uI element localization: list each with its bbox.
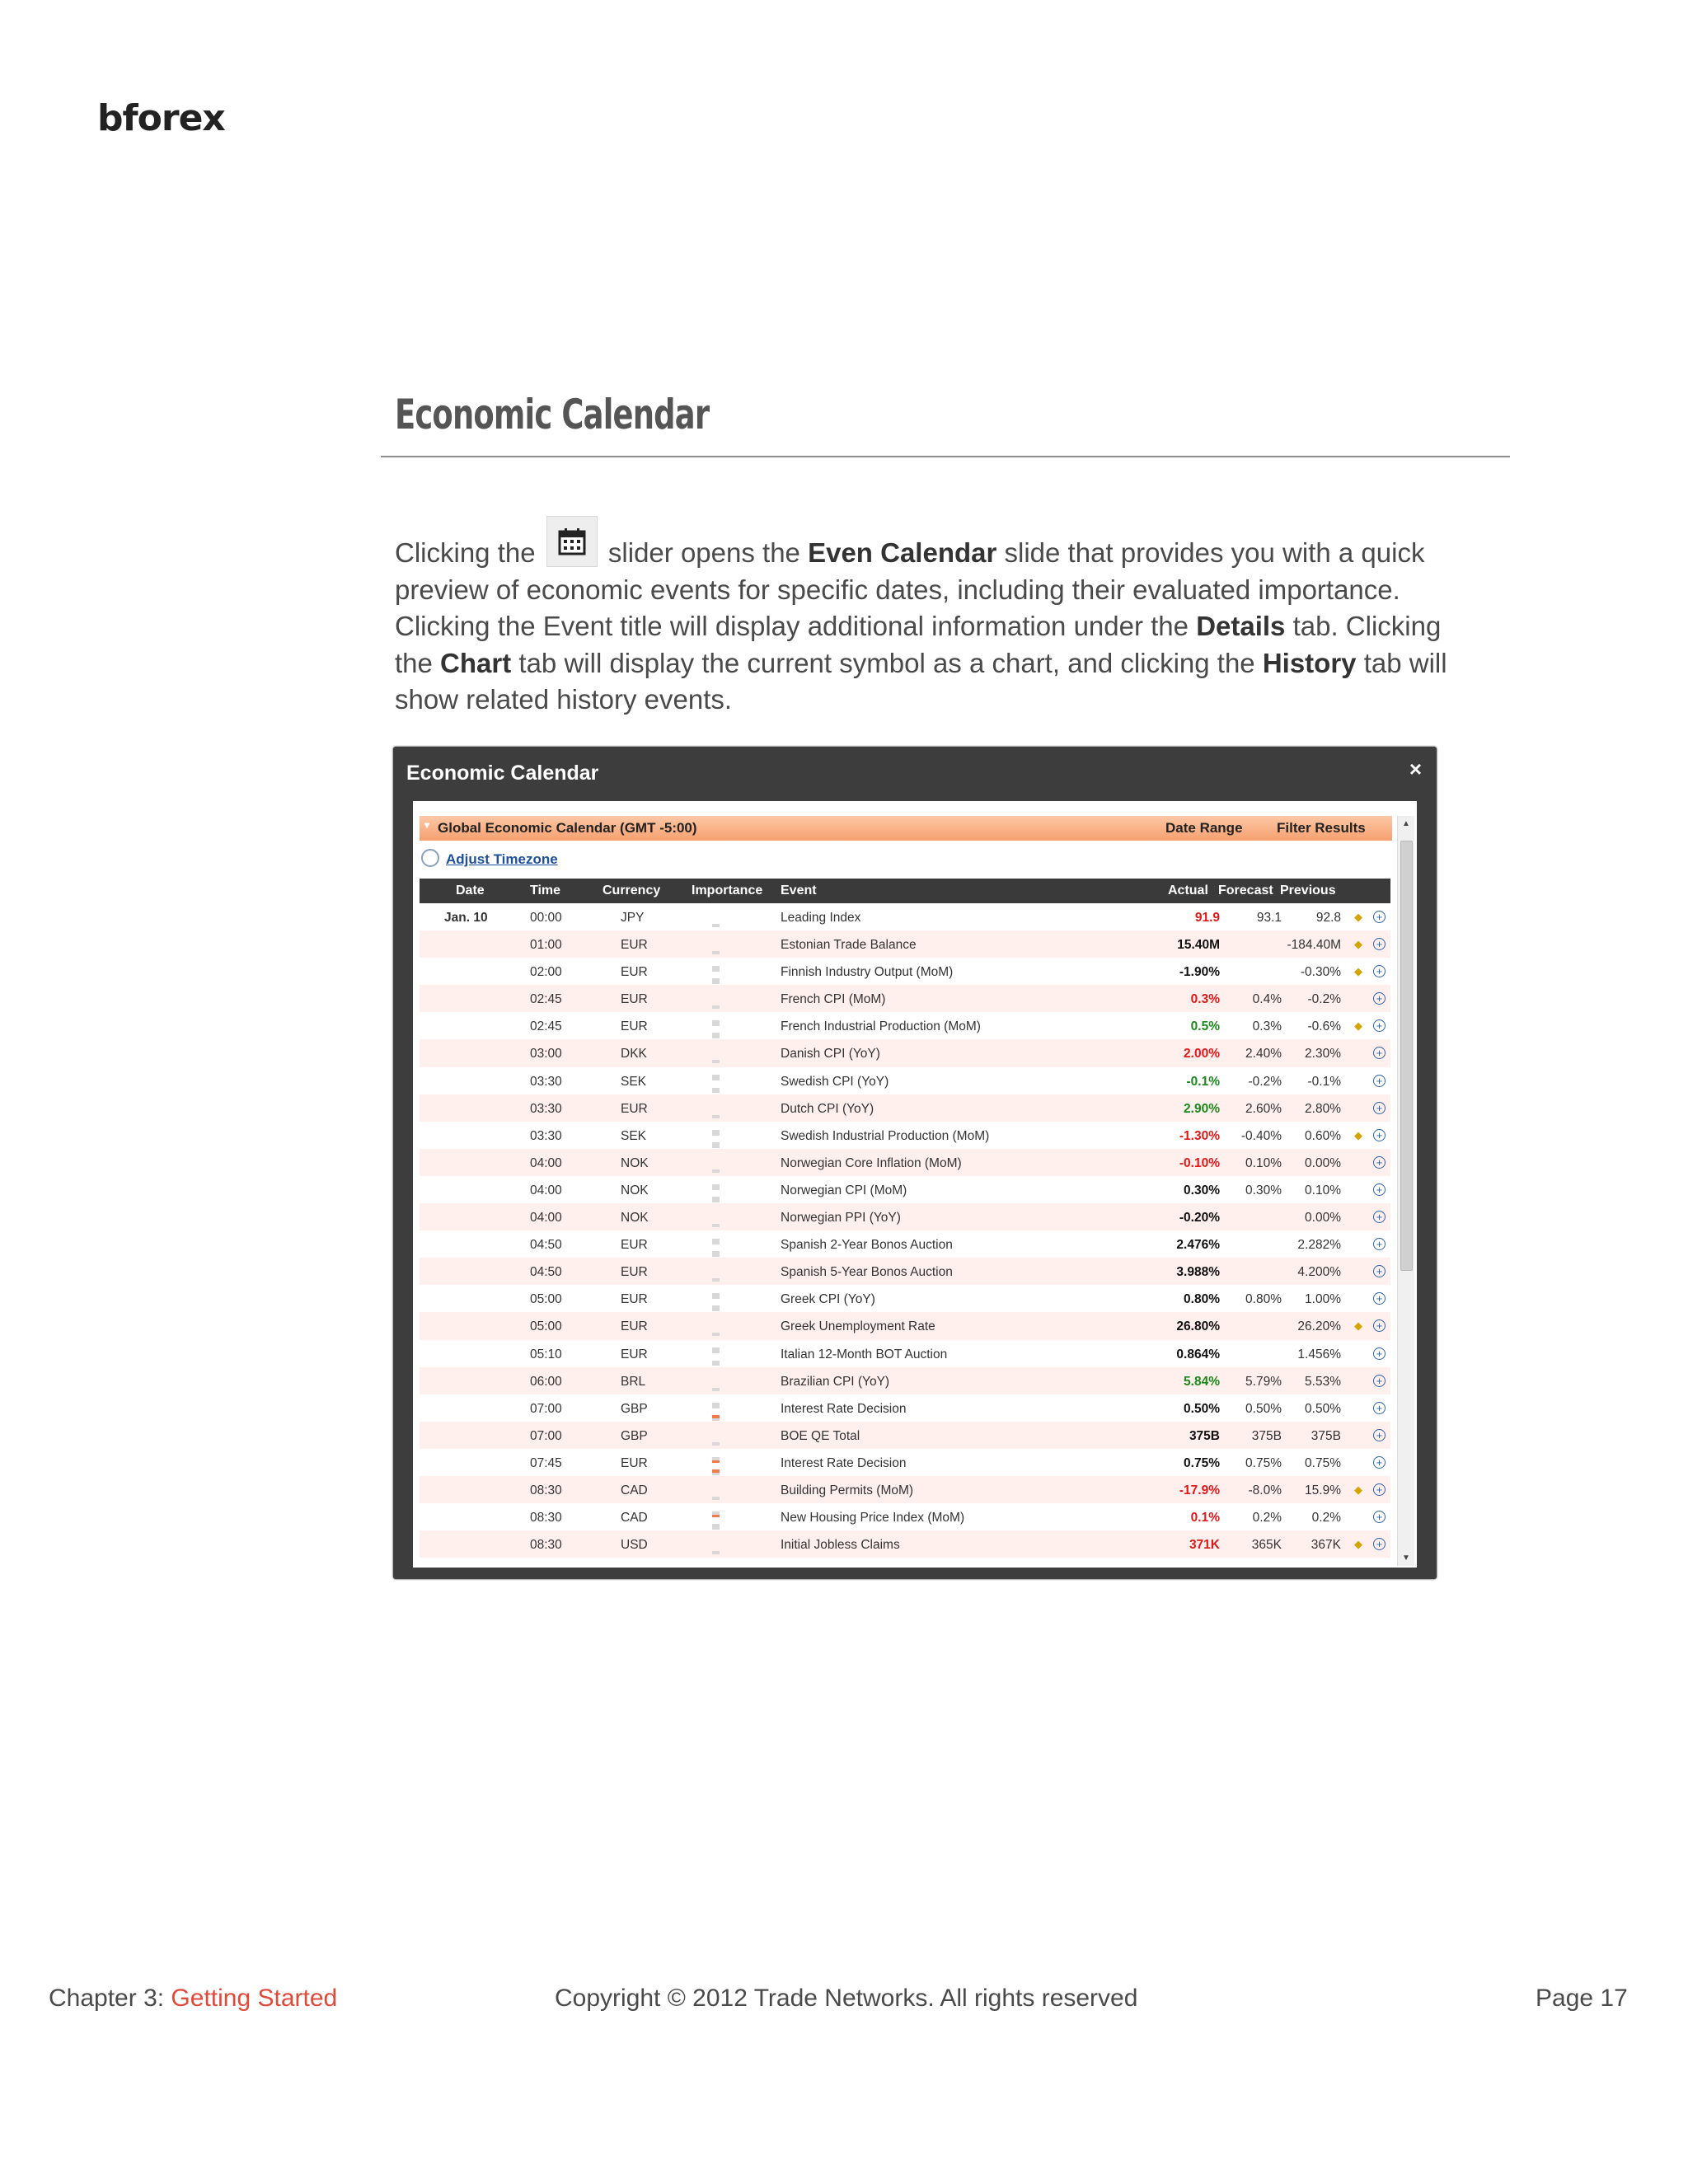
row-previous: -184.40M — [1287, 938, 1341, 953]
row-forecast: -0.40% — [1240, 1128, 1282, 1143]
row-forecast: 365K — [1251, 1538, 1282, 1553]
table-row[interactable] — [420, 1122, 1390, 1149]
intro-text: tab. Clicking the — [395, 611, 1442, 678]
row-currency: EUR — [621, 1101, 648, 1116]
row-event-link[interactable]: Greek CPI (YoY) — [781, 1292, 875, 1307]
col-date[interactable]: Date — [456, 883, 485, 898]
table-row[interactable] — [420, 1094, 1390, 1122]
row-time: 04:00 — [530, 1211, 562, 1226]
row-time: 02:45 — [530, 1019, 562, 1034]
row-actual: 2.00% — [1184, 1047, 1220, 1062]
table-row[interactable] — [420, 1422, 1390, 1449]
row-currency: NOK — [621, 1183, 649, 1197]
row-previous: 375B — [1311, 1428, 1341, 1443]
row-date: Jan. 10 — [444, 911, 488, 925]
row-forecast: 2.40% — [1245, 1047, 1282, 1062]
row-event-link[interactable]: Danish CPI (YoY) — [781, 1047, 880, 1062]
row-actual: 0.75% — [1184, 1455, 1220, 1470]
economic-calendar-screenshot — [393, 747, 1437, 1579]
table-header — [420, 879, 1390, 903]
intro-text: tab will show related history events. — [395, 647, 1447, 715]
row-event-link[interactable]: French Industrial Production (MoM) — [781, 1019, 981, 1034]
alert-diamond-icon[interactable]: ◆ — [1354, 1483, 1362, 1496]
table-row[interactable] — [420, 1039, 1390, 1066]
row-time: 05:10 — [530, 1347, 562, 1361]
row-time: 03:30 — [530, 1128, 562, 1143]
row-currency: EUR — [621, 938, 648, 953]
row-event-link[interactable]: Swedish CPI (YoY) — [781, 1074, 889, 1089]
row-time: 04:00 — [530, 1155, 562, 1170]
expand-plus-icon[interactable]: + — [1373, 1292, 1386, 1305]
table-row[interactable] — [420, 1367, 1390, 1394]
table-row[interactable] — [420, 1394, 1390, 1422]
expand-plus-icon[interactable]: + — [1373, 1265, 1386, 1277]
table-row[interactable] — [420, 1176, 1390, 1203]
row-actual: 26.80% — [1176, 1319, 1220, 1334]
collapse-icon[interactable]: ▾ — [424, 819, 430, 831]
row-actual: 371K — [1189, 1538, 1220, 1553]
table-row[interactable] — [420, 1149, 1390, 1176]
row-event-link[interactable]: Finnish Industry Output (MoM) — [781, 965, 954, 980]
row-event-link[interactable]: Leading Index — [781, 911, 861, 925]
close-icon[interactable]: × — [1409, 757, 1422, 781]
row-time: 07:00 — [530, 1401, 562, 1416]
scroll-thumb[interactable] — [1400, 841, 1413, 1271]
row-time: 03:00 — [530, 1047, 562, 1062]
row-time: 01:00 — [530, 938, 562, 953]
row-actual: -0.20% — [1179, 1211, 1220, 1226]
intro-bold: Even Calendar — [808, 537, 997, 568]
row-time: 02:00 — [530, 965, 562, 980]
row-currency: EUR — [621, 1455, 648, 1470]
row-time: 03:30 — [530, 1101, 562, 1116]
row-forecast: 0.30% — [1245, 1183, 1282, 1197]
row-currency: BRL — [621, 1374, 646, 1389]
row-event-link[interactable]: BOE QE Total — [781, 1428, 860, 1443]
row-actual: 0.864% — [1176, 1347, 1220, 1361]
row-actual: 0.5% — [1190, 1019, 1220, 1034]
row-time: 04:50 — [530, 1238, 562, 1253]
expand-plus-icon[interactable]: + — [1373, 1375, 1386, 1387]
row-forecast: -8.0% — [1248, 1483, 1282, 1497]
row-forecast: 0.10% — [1245, 1155, 1282, 1170]
table-row[interactable] — [420, 1530, 1390, 1558]
calendar-panel — [413, 801, 1417, 1568]
date-range-button[interactable]: Date Range — [1165, 820, 1243, 836]
row-event-link[interactable]: Norwegian CPI (MoM) — [781, 1183, 907, 1197]
calendar-header-bar — [420, 816, 1392, 841]
row-currency: SEK — [621, 1128, 647, 1143]
expand-plus-icon[interactable]: + — [1373, 1483, 1386, 1496]
expand-plus-icon[interactable]: + — [1373, 1429, 1386, 1441]
table-row[interactable] — [420, 1285, 1390, 1312]
expand-plus-icon[interactable]: + — [1373, 1211, 1386, 1223]
alert-diamond-icon[interactable]: ◆ — [1354, 911, 1362, 923]
row-event-link[interactable]: Dutch CPI (YoY) — [781, 1101, 874, 1116]
expand-plus-icon[interactable]: + — [1373, 1019, 1386, 1032]
row-forecast: 2.60% — [1245, 1101, 1282, 1116]
row-currency: EUR — [621, 1319, 648, 1334]
filter-results-button[interactable]: Filter Results — [1277, 820, 1366, 836]
row-event-link[interactable]: Norwegian PPI (YoY) — [781, 1211, 901, 1226]
row-event-link[interactable]: Interest Rate Decision — [781, 1455, 907, 1470]
row-actual: 0.3% — [1190, 992, 1220, 1007]
row-actual: 375B — [1189, 1428, 1220, 1443]
intro-text: slide that provides you with a quick preview of economic events for specific dates, including their evaluated importance. Clicking the Event title will display additional information under the — [395, 537, 1425, 641]
row-currency: GBP — [621, 1428, 648, 1443]
table-row[interactable] — [420, 985, 1390, 1012]
row-event-link[interactable]: New Housing Price Index (MoM) — [781, 1511, 965, 1526]
row-time: 04:00 — [530, 1183, 562, 1197]
row-event-link[interactable]: Interest Rate Decision — [781, 1401, 907, 1416]
row-previous: 26.20% — [1297, 1319, 1341, 1334]
row-event-link[interactable]: French CPI (MoM) — [781, 992, 886, 1007]
row-previous: 4.200% — [1297, 1265, 1341, 1280]
row-event-link[interactable]: Spanish 2-Year Bonos Auction — [781, 1238, 953, 1253]
table-row[interactable] — [420, 1203, 1390, 1230]
col-previous[interactable]: Previous — [1280, 883, 1336, 898]
table-row[interactable] — [420, 958, 1390, 985]
row-currency: NOK — [621, 1211, 649, 1226]
row-time: 06:00 — [530, 1374, 562, 1389]
table-row[interactable] — [420, 1230, 1390, 1258]
row-forecast: 0.80% — [1245, 1292, 1282, 1307]
row-currency: DKK — [621, 1047, 647, 1062]
expand-plus-icon[interactable]: + — [1373, 911, 1386, 923]
col-time[interactable]: Time — [530, 883, 561, 898]
row-time: 08:30 — [530, 1511, 562, 1526]
alert-diamond-icon[interactable]: ◆ — [1354, 1538, 1362, 1551]
row-currency: CAD — [621, 1483, 648, 1497]
table-row[interactable] — [420, 1503, 1390, 1530]
expand-plus-icon[interactable]: + — [1373, 992, 1386, 1005]
expand-plus-icon[interactable]: + — [1373, 1102, 1386, 1114]
intro-text: slider opens the — [600, 537, 809, 568]
row-time: 03:30 — [530, 1074, 562, 1089]
table-row[interactable] — [420, 930, 1390, 958]
row-currency: EUR — [621, 1019, 648, 1034]
row-actual: 2.90% — [1184, 1101, 1220, 1116]
calendar-title: Global Economic Calendar (GMT -5:00) — [438, 820, 697, 836]
row-currency: CAD — [621, 1511, 648, 1526]
row-previous: 2.80% — [1305, 1101, 1341, 1116]
row-time: 00:00 — [530, 911, 562, 925]
scrollbar[interactable] — [1397, 816, 1414, 1566]
row-actual: 91.9 — [1194, 911, 1220, 925]
alert-diamond-icon[interactable]: ◆ — [1354, 1019, 1362, 1033]
table-row[interactable] — [420, 1312, 1390, 1339]
row-previous: -0.2% — [1307, 992, 1341, 1007]
row-time: 05:00 — [530, 1319, 562, 1334]
row-previous: -0.1% — [1307, 1074, 1341, 1089]
row-previous: 0.00% — [1305, 1211, 1341, 1226]
row-time: 02:45 — [530, 992, 562, 1007]
expand-plus-icon[interactable]: + — [1373, 1538, 1386, 1550]
row-actual: 0.30% — [1184, 1183, 1220, 1197]
row-event-link[interactable]: Building Permits (MoM) — [781, 1483, 914, 1497]
row-actual: 2.476% — [1176, 1238, 1220, 1253]
row-currency: EUR — [621, 992, 648, 1007]
row-time: 07:00 — [530, 1428, 562, 1443]
row-actual: 3.988% — [1176, 1265, 1220, 1280]
bforex-logo: bforex — [97, 97, 225, 139]
row-previous: 0.50% — [1305, 1401, 1341, 1416]
row-forecast: 0.4% — [1252, 992, 1282, 1007]
intro-text: tab will display the current symbol as a chart, and clicking the — [511, 647, 1263, 678]
row-forecast: -0.2% — [1248, 1074, 1282, 1089]
row-actual: 0.80% — [1184, 1292, 1220, 1307]
row-previous: -0.30% — [1300, 965, 1341, 980]
table-row[interactable] — [420, 1258, 1390, 1285]
row-event-link[interactable]: Greek Unemployment Rate — [781, 1319, 935, 1334]
row-actual: 5.84% — [1184, 1374, 1220, 1389]
row-currency: SEK — [621, 1074, 647, 1089]
row-previous: -0.6% — [1307, 1019, 1341, 1034]
heading-divider — [381, 456, 1510, 457]
expand-plus-icon[interactable]: + — [1373, 1238, 1386, 1250]
row-previous: 1.456% — [1297, 1347, 1341, 1361]
row-currency: GBP — [621, 1401, 648, 1416]
expand-plus-icon[interactable]: + — [1373, 1156, 1386, 1169]
row-currency: EUR — [621, 1265, 648, 1280]
table-row[interactable] — [420, 1012, 1390, 1039]
col-importance[interactable]: Importance — [692, 883, 763, 898]
window-title: Economic Calendar — [406, 762, 599, 785]
alert-diamond-icon[interactable]: ◆ — [1354, 1128, 1362, 1141]
expand-plus-icon[interactable]: + — [1373, 938, 1386, 950]
row-previous: 0.60% — [1305, 1128, 1341, 1143]
row-forecast: 0.3% — [1252, 1019, 1282, 1034]
expand-plus-icon[interactable]: + — [1373, 1183, 1386, 1196]
row-actual: 0.1% — [1190, 1511, 1220, 1526]
row-event-link[interactable]: Italian 12-Month BOT Auction — [781, 1347, 948, 1361]
row-previous: 2.282% — [1297, 1238, 1341, 1253]
expand-plus-icon[interactable]: + — [1373, 1047, 1386, 1059]
page-heading: Economic Calendar — [395, 391, 710, 438]
row-forecast: 93.1 — [1256, 911, 1282, 925]
col-actual[interactable]: Actual — [1168, 883, 1208, 898]
row-actual: 15.40M — [1177, 938, 1220, 953]
intro-bold: Details — [1196, 611, 1286, 641]
footer-chapter — [49, 1985, 337, 2013]
row-event-link[interactable]: Norwegian Core Inflation (MoM) — [781, 1155, 962, 1170]
intro-paragraph — [395, 516, 1483, 719]
expand-plus-icon[interactable]: + — [1373, 1347, 1386, 1360]
col-forecast[interactable]: Forecast — [1218, 883, 1273, 898]
expand-plus-icon[interactable]: + — [1373, 1075, 1386, 1087]
expand-plus-icon[interactable]: + — [1373, 1319, 1386, 1332]
col-currency[interactable]: Currency — [603, 883, 661, 898]
row-actual: -17.9% — [1179, 1483, 1220, 1497]
alert-diamond-icon[interactable]: ◆ — [1354, 938, 1362, 951]
alert-diamond-icon[interactable]: ◆ — [1354, 965, 1362, 978]
clock-icon — [421, 849, 439, 867]
row-time: 07:45 — [530, 1455, 562, 1470]
row-time: 05:00 — [530, 1292, 562, 1307]
row-time: 08:30 — [530, 1483, 562, 1497]
adjust-timezone-label: Adjust Timezone — [446, 851, 558, 867]
row-event-link[interactable]: Brazilian CPI (YoY) — [781, 1374, 890, 1389]
row-previous: 0.2% — [1311, 1511, 1341, 1526]
row-previous: 15.9% — [1305, 1483, 1341, 1497]
row-previous: 367K — [1311, 1538, 1341, 1553]
row-currency: USD — [621, 1538, 648, 1553]
expand-plus-icon[interactable]: + — [1373, 965, 1386, 977]
table-row[interactable] — [420, 1067, 1390, 1094]
expand-plus-icon[interactable]: + — [1373, 1402, 1386, 1414]
row-event-link[interactable]: Estonian Trade Balance — [781, 938, 917, 953]
footer-page-number: Page 17 — [1536, 1985, 1628, 2012]
table-row[interactable] — [420, 1449, 1390, 1476]
chapter-name: Getting Started — [171, 1985, 338, 2012]
expand-plus-icon[interactable]: + — [1373, 1129, 1386, 1141]
scroll-down-icon[interactable]: ▼ — [1402, 1554, 1410, 1563]
row-forecast: 375B — [1251, 1428, 1282, 1443]
row-currency: NOK — [621, 1155, 649, 1170]
row-previous: 0.75% — [1305, 1455, 1341, 1470]
row-time: 04:50 — [530, 1265, 562, 1280]
row-currency: EUR — [621, 965, 648, 980]
footer-copyright: Copyright © 2012 Trade Networks. All rights reserved — [555, 1985, 1138, 2012]
row-actual: 0.50% — [1184, 1401, 1220, 1416]
row-event-link[interactable]: Initial Jobless Claims — [781, 1538, 900, 1553]
row-currency: EUR — [621, 1347, 648, 1361]
row-event-link[interactable]: Swedish Industrial Production (MoM) — [781, 1128, 990, 1143]
row-currency: EUR — [621, 1292, 648, 1307]
row-previous: 92.8 — [1315, 911, 1341, 925]
expand-plus-icon[interactable]: + — [1373, 1511, 1386, 1523]
row-forecast: 0.75% — [1245, 1455, 1282, 1470]
row-previous: 5.53% — [1305, 1374, 1341, 1389]
row-previous: 2.30% — [1305, 1047, 1341, 1062]
intro-text: Clicking the — [395, 537, 536, 568]
calendar-rows — [420, 903, 1390, 1566]
table-row[interactable] — [420, 1340, 1390, 1367]
intro-bold: Chart — [440, 647, 512, 678]
row-previous: 0.10% — [1305, 1183, 1341, 1197]
row-actual: -1.90% — [1179, 965, 1220, 980]
row-actual: -1.30% — [1179, 1128, 1220, 1143]
row-previous: 1.00% — [1305, 1292, 1341, 1307]
row-event-link[interactable]: Spanish 5-Year Bonos Auction — [781, 1265, 953, 1280]
row-currency: JPY — [621, 911, 645, 925]
table-row[interactable] — [420, 903, 1390, 930]
row-previous: 0.00% — [1305, 1155, 1341, 1170]
row-time: 08:30 — [530, 1538, 562, 1553]
calendar-icon — [546, 516, 598, 567]
adjust-timezone-link[interactable] — [421, 849, 558, 868]
table-row[interactable] — [420, 1476, 1390, 1503]
chapter-prefix: Chapter 3: — [49, 1985, 171, 2012]
col-event[interactable]: Event — [781, 883, 817, 898]
row-forecast: 0.50% — [1245, 1401, 1282, 1416]
row-actual: -0.1% — [1186, 1074, 1220, 1089]
expand-plus-icon[interactable]: + — [1373, 1456, 1386, 1469]
scroll-up-icon[interactable]: ▲ — [1402, 819, 1410, 828]
row-forecast: 0.2% — [1252, 1511, 1282, 1526]
alert-diamond-icon[interactable]: ◆ — [1354, 1319, 1362, 1333]
row-currency: EUR — [621, 1238, 648, 1253]
row-forecast: 5.79% — [1245, 1374, 1282, 1389]
intro-bold: History — [1262, 647, 1357, 678]
row-actual: -0.10% — [1179, 1155, 1220, 1170]
